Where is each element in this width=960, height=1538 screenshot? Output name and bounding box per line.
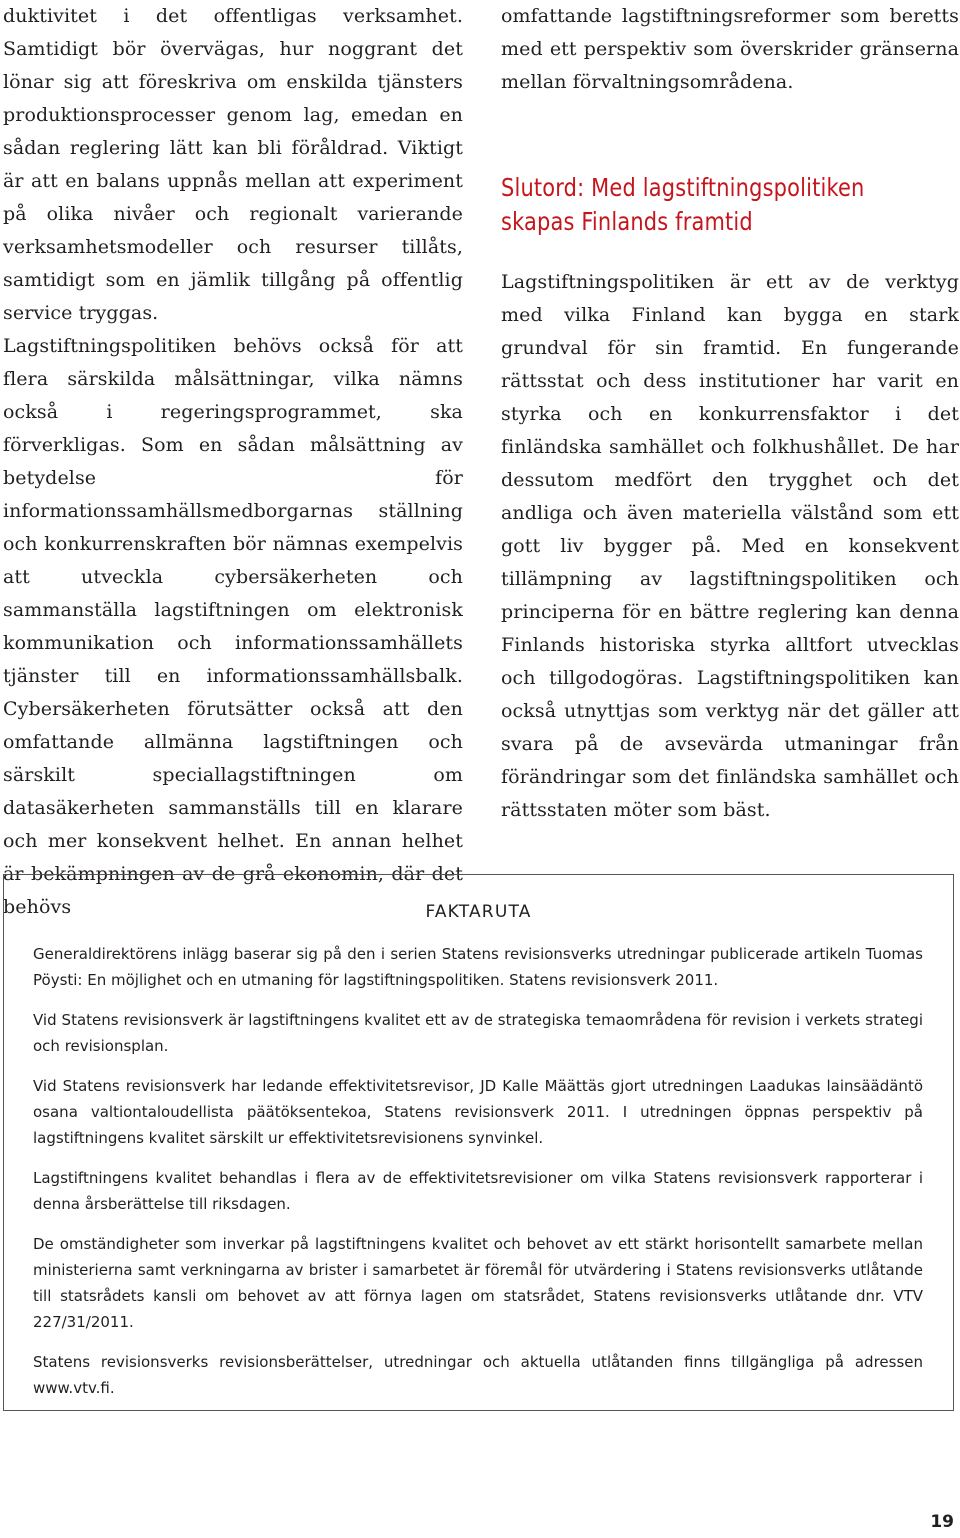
right-column — [501, 0, 959, 827]
fact-box-title: FAKTARUTA — [425, 902, 532, 922]
fact-box — [3, 874, 954, 1411]
fact-box-paragraph: Lagstiftningens kvalitet behandlas i flera av de effektivitetsrevisioner om vilka Statens revisionsverk rapporterar i denna årsberättelse till riksdagen. — [33, 1169, 923, 1213]
fact-box-paragraph: Generaldirektörens inlägg baserar sig på den i serien Statens revisionsverks utredningar publicerade artikeln Tuomas Pöysti: En möjlighet och en utmaning för lagstiftningspolitiken. Statens revisionsverk 2011. — [33, 945, 923, 989]
page-number: 19 — [930, 1512, 954, 1532]
left-column — [3, 0, 463, 924]
body-paragraph: omfattande lagstiftningsreformer som beretts med ett perspektiv som överskrider gränserna mellan förvaltningsområdena. — [501, 5, 959, 93]
body-paragraph: Lagstiftningspolitiken är ett av de verktyg med vilka Finland kan bygga en stark grundval för sin framtid. En fungerande rättsstat och dess institutioner har varit en styrka och en konkurrensfaktor i det finländska samhället och folkhushållet. De har dessutom medfört den trygghet och det andliga och även materiella välstånd som ett gott liv bygger på. Med en konsekvent tillämpning av lagstiftningspolitiken och principerna för en bättre reglering kan denna Finlands historiska styrka alltfort utvecklas och tillgodogöras. Lagstiftningspolitiken kan också utnyttjas som verktyg när det gäller att svara på de avsevärda utmaningar från förändringar som det finländska samhället och rättsstaten möter som bäst. — [501, 271, 959, 821]
fact-box-paragraph: Vid Statens revisionsverk är lagstiftningens kvalitet ett av de strategiska temaområdena för revision i verkets strategi och revisionsplan. — [33, 1011, 923, 1055]
fact-box-body — [33, 941, 923, 1415]
fact-box-paragraph: Vid Statens revisionsverk har ledande effektivitetsrevisor, JD Kalle Määttäs gjort utredningen Laadukas lainsäädäntö osana valtiontaloudellista päätöksentekoa, Statens revisionsverk 2011. I utredningen öppnas perspektiv på lagstiftningens kvalitet särskilt ur effektivitetsrevisionens synvinkel. — [33, 1077, 923, 1147]
section-heading: Slutord: Med lagstiftningspolitiken skapas Finlands framtid — [501, 173, 865, 236]
fact-box-paragraph: Statens revisionsverks revisionsberättelser, utredningar och aktuella utlåtanden finns tillgängliga på adressen www.vtv.fi. — [33, 1353, 923, 1397]
body-paragraph: duktivitet i det offentligas verksamhet. Samtidigt bör övervägas, hur noggrant det lönar sig att föreskriva om enskilda tjänsters produktionsprocesser genom lag, emedan en sådan reglering lätt kan bli föråldrad. Viktigt är att en balans uppnås mellan att experiment på olika nivåer och regionalt varierande verksamhetsmodeller och resurser tillåts, samtidigt som en jämlik tillgång på offentlig service tryggas. — [3, 5, 463, 324]
body-paragraph: Lagstiftningspolitiken behövs också för att flera särskilda målsättningar, vilka nämns också i regeringsprogrammet, ska förverkligas. Som en sådan målsättning av betydelse för informationssamhällsmedborgarnas ställning och konkurrenskraften bör nämnas exempelvis att utveckla cybersäkerheten och sammanställa lagstiftningen om elektronisk kommunikation och informationssamhällets tjänster till en informationssamhällsbalk. Cybersäkerheten förutsätter också att den omfattande allmänna lagstiftningen och särskilt speciallagstiftningen om datasäkerheten sammanställs till en klarare och mer konsekvent helhet. En annan helhet är bekämpningen av de grå ekonomin, där det behövs — [3, 335, 463, 918]
fact-box-paragraph: De omständigheter som inverkar på lagstiftningens kvalitet och behovet av ett stärkt horisontellt samarbete mellan ministerierna samt verkningarna av brister i samarbetet är föremål för utvärdering i Statens revisionsverks utlåtande till statsrådets kansli om behovet av att förnya lagen om statsrådet, Statens revisionsverks utlåtande dnr. VTV 227/31/2011. — [33, 1235, 923, 1331]
